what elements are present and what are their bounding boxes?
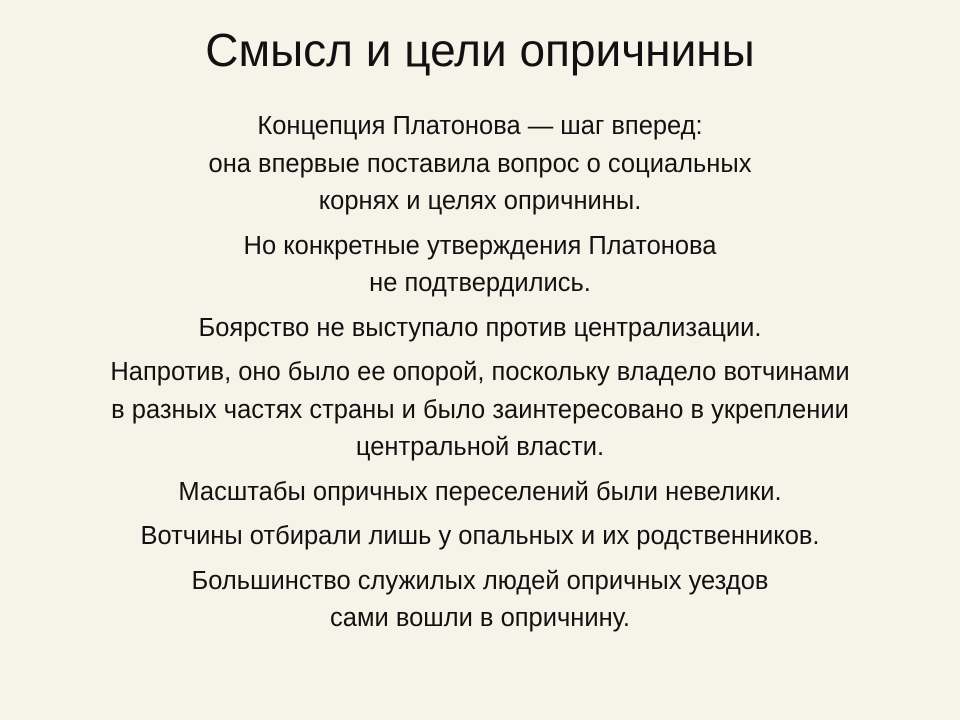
paragraph-service-people [0, 563, 960, 638]
text-line: Большинство служилых людей опричных уездов [191, 566, 769, 595]
text-line: Но конкретные утверждения Платонова [243, 231, 717, 260]
slide-title: Смысл и цели опричнины [205, 24, 755, 76]
text-line: сами вошли в опричнину. [330, 604, 630, 632]
paragraph-boyars [0, 310, 960, 348]
paragraph-on-the-contrary [0, 354, 960, 467]
text-line: в разных частях страны и было заинтересовано в укреплении [111, 395, 849, 424]
text-line: не подтвердились. [369, 269, 591, 297]
text-line: центральной власти. [355, 433, 605, 461]
text-line: Напротив, оно было ее опорой, поскольку владело вотчинами [110, 358, 850, 386]
text-line: Боярство не выступало против централизации. [198, 313, 762, 342]
text-line: Масштабы опричных переселений были невелики. [178, 477, 782, 506]
paragraph-not-confirmed [0, 228, 960, 303]
paragraph-platonov-concept [0, 108, 960, 221]
text-line: Вотчины отбирали лишь у опальных и их родственников. [140, 522, 820, 550]
paragraph-resettlement-scale [0, 474, 960, 512]
paragraph-estates-seized [0, 518, 960, 556]
slide-body [0, 108, 960, 645]
text-line: корнях и целях опричнины. [318, 187, 642, 215]
text-line: она впервые поставила вопрос о социальных [208, 149, 752, 178]
text-line: Концепция Платонова — шаг вперед: [257, 112, 703, 140]
